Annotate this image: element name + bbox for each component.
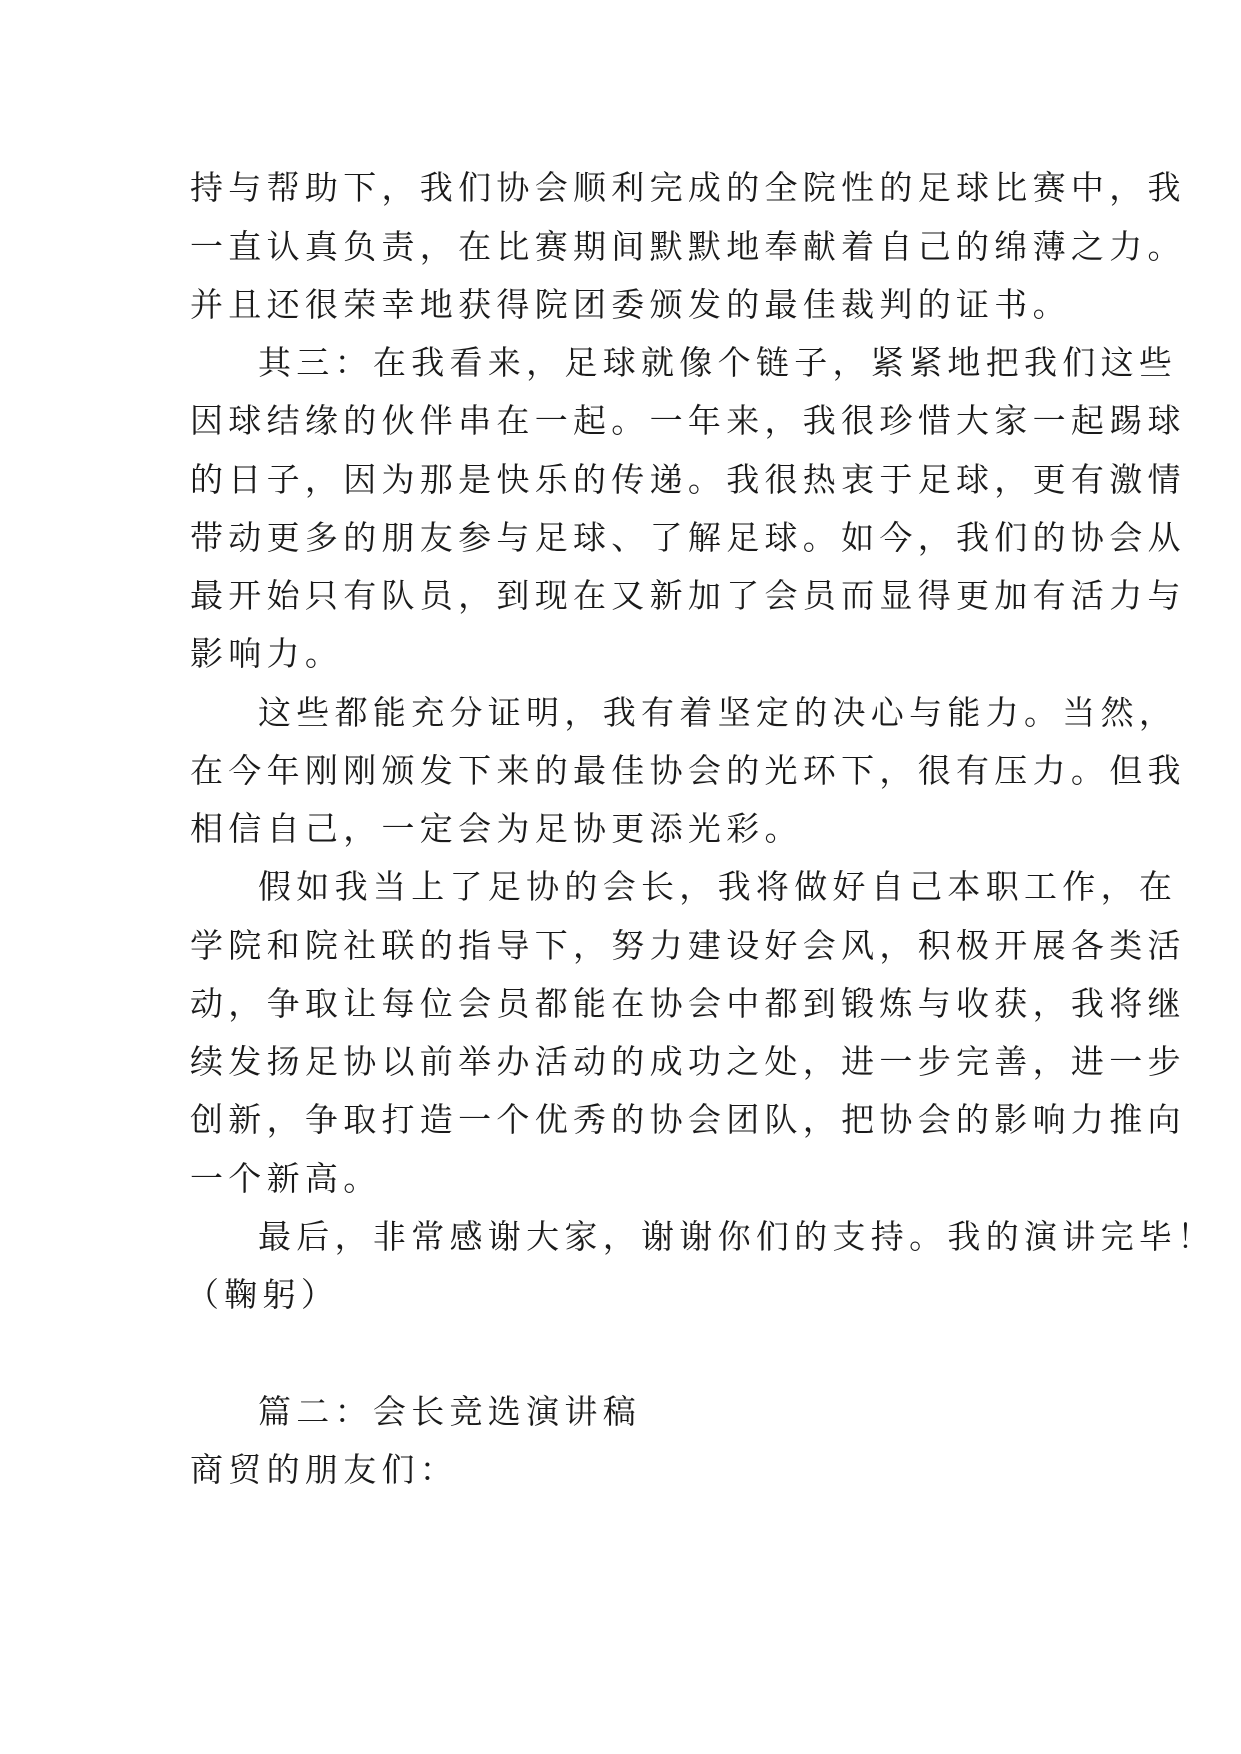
text-line: 在今年刚刚颁发下来的最佳协会的光环下，很有压力。但我 [190, 751, 1186, 790]
salutation-line: 商贸的朋友们： [190, 1450, 459, 1489]
text-line: （鞠躬） [186, 1275, 340, 1314]
text-line: 续发扬足协以前举办活动的成功之处，进一步完善，进一步 [190, 1042, 1186, 1081]
text-line: 因球结缘的伙伴串在一起。一年来，我很珍惜大家一起踢球 [190, 401, 1186, 440]
paragraph-start-line: 其三：在我看来，足球就像个链子，紧紧地把我们这些 [258, 343, 1178, 382]
text-line: 的日子，因为那是快乐的传递。我很热衷于足球，更有激情 [190, 460, 1186, 499]
paragraph-start-line: 假如我当上了足协的会长，我将做好自己本职工作，在 [258, 867, 1178, 906]
paragraph-start-line: 最后，非常感谢大家，谢谢你们的支持。我的演讲完毕！ [258, 1217, 1216, 1256]
section-heading: 篇二：会长竞选演讲稿 [258, 1392, 641, 1431]
text-line: 带动更多的朋友参与足球、了解足球。如今，我们的协会从 [190, 518, 1186, 557]
text-line: 持与帮助下，我们协会顺利完成的全院性的足球比赛中，我 [190, 168, 1186, 207]
text-line: 学院和院社联的指导下，努力建设好会风，积极开展各类活 [190, 926, 1186, 965]
paragraph-start-line: 这些都能充分证明，我有着坚定的决心与能力。当然， [258, 693, 1178, 732]
text-line: 创新，争取打造一个优秀的协会团队，把协会的影响力推向 [190, 1100, 1186, 1139]
text-line: 一个新高。 [190, 1159, 382, 1198]
text-line: 一直认真负责，在比赛期间默默地奉献着自己的绵薄之力。 [190, 227, 1186, 266]
text-line: 并且还很荣幸地获得院团委颁发的最佳裁判的证书。 [190, 285, 1071, 324]
text-line: 动，争取让每位会员都能在协会中都到锻炼与收获，我将继 [190, 984, 1186, 1023]
text-line: 影响力。 [190, 634, 344, 673]
text-line: 最开始只有队员，到现在又新加了会员而显得更加有活力与 [190, 576, 1186, 615]
text-line: 相信自己，一定会为足协更添光彩。 [190, 809, 803, 848]
